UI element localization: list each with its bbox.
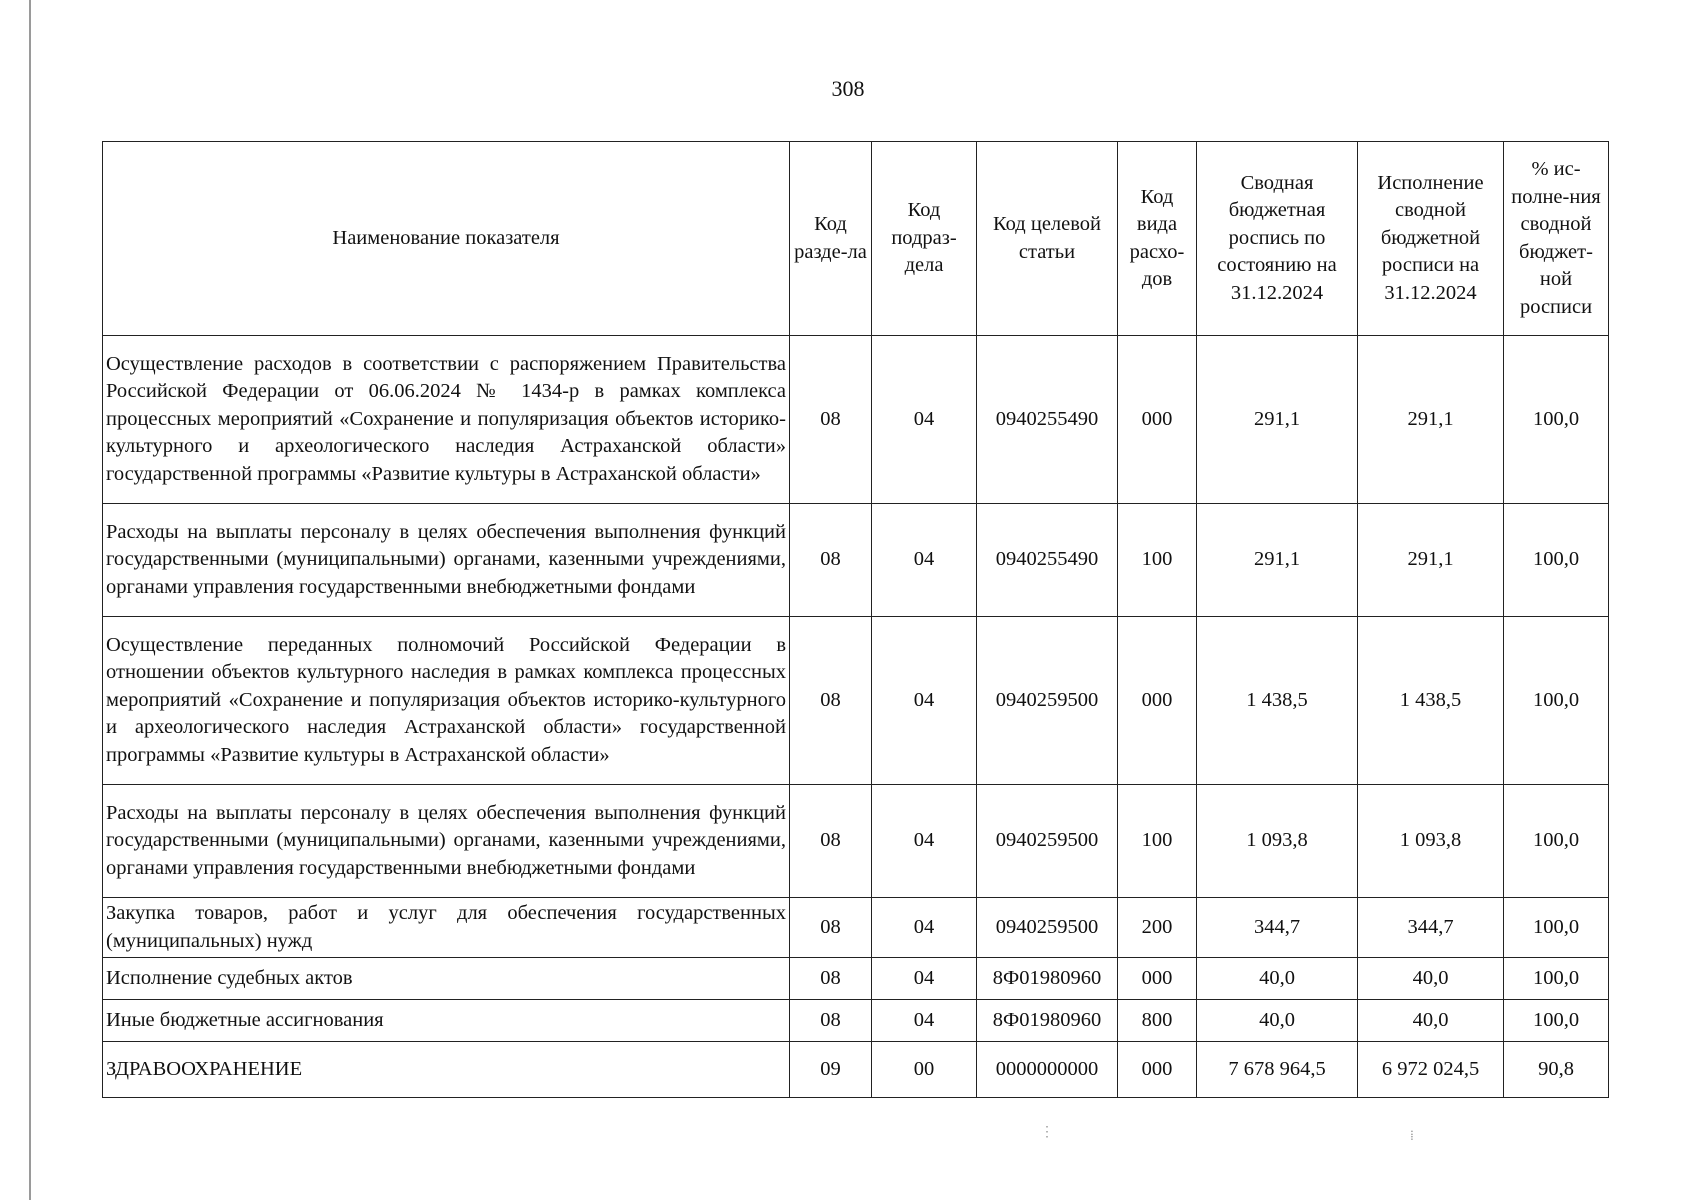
row-target-code: 0000000000 bbox=[977, 1042, 1118, 1098]
row-name: Закупка товаров, работ и услуг для обеспечения государственных (муниципальных) нужд bbox=[103, 898, 790, 958]
table-row bbox=[103, 617, 1609, 785]
row-target-code: 0940259500 bbox=[977, 617, 1118, 785]
row-budget-execution: 344,7 bbox=[1358, 898, 1504, 958]
table-row bbox=[103, 1000, 1609, 1042]
row-budget-execution: 40,0 bbox=[1358, 958, 1504, 1000]
row-budget-plan: 1 093,8 bbox=[1197, 785, 1358, 898]
row-expense-type-code: 000 bbox=[1118, 336, 1197, 504]
row-budget-plan: 291,1 bbox=[1197, 504, 1358, 617]
row-execution-percent: 100,0 bbox=[1504, 504, 1609, 617]
row-execution-percent: 100,0 bbox=[1504, 785, 1609, 898]
row-name: Расходы на выплаты персоналу в целях обеспечения выполнения функций государственными (муниципальными) органами, казенными учреждениями, органами управления государственными внебюджетными фондами bbox=[103, 785, 790, 898]
row-name: Осуществление расходов в соответствии с распоряжением Правительства Российской Федерации от 06.06.2024 № 1434-р в рамках комплекса процессных мероприятий «Сохранение и популяризация объектов историко-культурного и археологического наследия Астраханской области» государственной программы «Развитие культуры в Астраханской области» bbox=[103, 336, 790, 504]
row-budget-execution: 6 972 024,5 bbox=[1358, 1042, 1504, 1098]
row-budget-plan: 40,0 bbox=[1197, 1000, 1358, 1042]
row-execution-percent: 100,0 bbox=[1504, 617, 1609, 785]
row-execution-percent: 90,8 bbox=[1504, 1042, 1609, 1098]
scan-speck: ⋮ bbox=[1040, 1125, 1054, 1140]
row-budget-execution: 1 093,8 bbox=[1358, 785, 1504, 898]
header-budget-plan: Сводная бюджетная роспись по состоянию на 31.12.2024 bbox=[1197, 142, 1358, 336]
table-row bbox=[103, 785, 1609, 898]
row-target-code: 0940259500 bbox=[977, 785, 1118, 898]
row-expense-type-code: 100 bbox=[1118, 785, 1197, 898]
header-name: Наименование показателя bbox=[103, 142, 790, 336]
header-target-code: Код целевой статьи bbox=[977, 142, 1118, 336]
row-budget-plan: 1 438,5 bbox=[1197, 617, 1358, 785]
row-name: Исполнение судебных актов bbox=[103, 958, 790, 1000]
row-budget-plan: 7 678 964,5 bbox=[1197, 1042, 1358, 1098]
row-target-code: 8Ф01980960 bbox=[977, 1000, 1118, 1042]
row-subsection-code: 04 bbox=[872, 504, 977, 617]
row-expense-type-code: 000 bbox=[1118, 617, 1197, 785]
table-row bbox=[103, 336, 1609, 504]
row-section-code: 08 bbox=[790, 336, 872, 504]
header-expense-type-code: Код вида расхо-дов bbox=[1118, 142, 1197, 336]
row-budget-execution: 291,1 bbox=[1358, 336, 1504, 504]
header-budget-execution: Исполнение сводной бюджетной росписи на 31.12.2024 bbox=[1358, 142, 1504, 336]
row-budget-plan: 344,7 bbox=[1197, 898, 1358, 958]
row-subsection-code: 04 bbox=[872, 336, 977, 504]
row-budget-execution: 1 438,5 bbox=[1358, 617, 1504, 785]
row-subsection-code: 04 bbox=[872, 1000, 977, 1042]
row-subsection-code: 00 bbox=[872, 1042, 977, 1098]
row-section-code: 08 bbox=[790, 617, 872, 785]
row-name: Иные бюджетные ассигнования bbox=[103, 1000, 790, 1042]
row-subsection-code: 04 bbox=[872, 958, 977, 1000]
header-execution-percent: % ис-полне-ния сводной бюджет-ной росписи bbox=[1504, 142, 1609, 336]
row-expense-type-code: 800 bbox=[1118, 1000, 1197, 1042]
row-execution-percent: 100,0 bbox=[1504, 1000, 1609, 1042]
row-budget-plan: 291,1 bbox=[1197, 336, 1358, 504]
scan-edge-line bbox=[29, 0, 31, 1200]
row-target-code: 8Ф01980960 bbox=[977, 958, 1118, 1000]
row-expense-type-code: 200 bbox=[1118, 898, 1197, 958]
table-row bbox=[103, 1042, 1609, 1098]
scan-speck: ⁞ bbox=[1410, 1129, 1414, 1144]
table-row bbox=[103, 898, 1609, 958]
row-subsection-code: 04 bbox=[872, 898, 977, 958]
row-budget-plan: 40,0 bbox=[1197, 958, 1358, 1000]
budget-execution-table bbox=[102, 141, 1609, 1098]
row-expense-type-code: 000 bbox=[1118, 1042, 1197, 1098]
table-header-row bbox=[103, 142, 1609, 336]
row-section-code: 09 bbox=[790, 1042, 872, 1098]
row-expense-type-code: 000 bbox=[1118, 958, 1197, 1000]
row-section-code: 08 bbox=[790, 504, 872, 617]
row-execution-percent: 100,0 bbox=[1504, 898, 1609, 958]
row-section-code: 08 bbox=[790, 1000, 872, 1042]
page-number: 308 bbox=[831, 76, 865, 101]
row-section-code: 08 bbox=[790, 958, 872, 1000]
header-subsection-code: Код подраз-дела bbox=[872, 142, 977, 336]
row-name: ЗДРАВООХРАНЕНИЕ bbox=[103, 1042, 790, 1098]
row-subsection-code: 04 bbox=[872, 617, 977, 785]
row-execution-percent: 100,0 bbox=[1504, 336, 1609, 504]
row-subsection-code: 04 bbox=[872, 785, 977, 898]
row-budget-execution: 40,0 bbox=[1358, 1000, 1504, 1042]
row-section-code: 08 bbox=[790, 898, 872, 958]
row-execution-percent: 100,0 bbox=[1504, 958, 1609, 1000]
row-target-code: 0940255490 bbox=[977, 504, 1118, 617]
row-name: Расходы на выплаты персоналу в целях обеспечения выполнения функций государственными (муниципальными) органами, казенными учреждениями, органами управления государственными внебюджетными фондами bbox=[103, 504, 790, 617]
row-target-code: 0940255490 bbox=[977, 336, 1118, 504]
row-target-code: 0940259500 bbox=[977, 898, 1118, 958]
row-name: Осуществление переданных полномочий Российской Федерации в отношении объектов культурного наследия в рамках комплекса процессных мероприятий «Сохранение и популяризация объектов историко-культурного и археологического наследия Астраханской области» государственной программы «Развитие культуры в Астраханской области» bbox=[103, 617, 790, 785]
row-expense-type-code: 100 bbox=[1118, 504, 1197, 617]
row-section-code: 08 bbox=[790, 785, 872, 898]
header-section-code: Код разде-ла bbox=[790, 142, 872, 336]
table-row bbox=[103, 958, 1609, 1000]
row-budget-execution: 291,1 bbox=[1358, 504, 1504, 617]
table-row bbox=[103, 504, 1609, 617]
